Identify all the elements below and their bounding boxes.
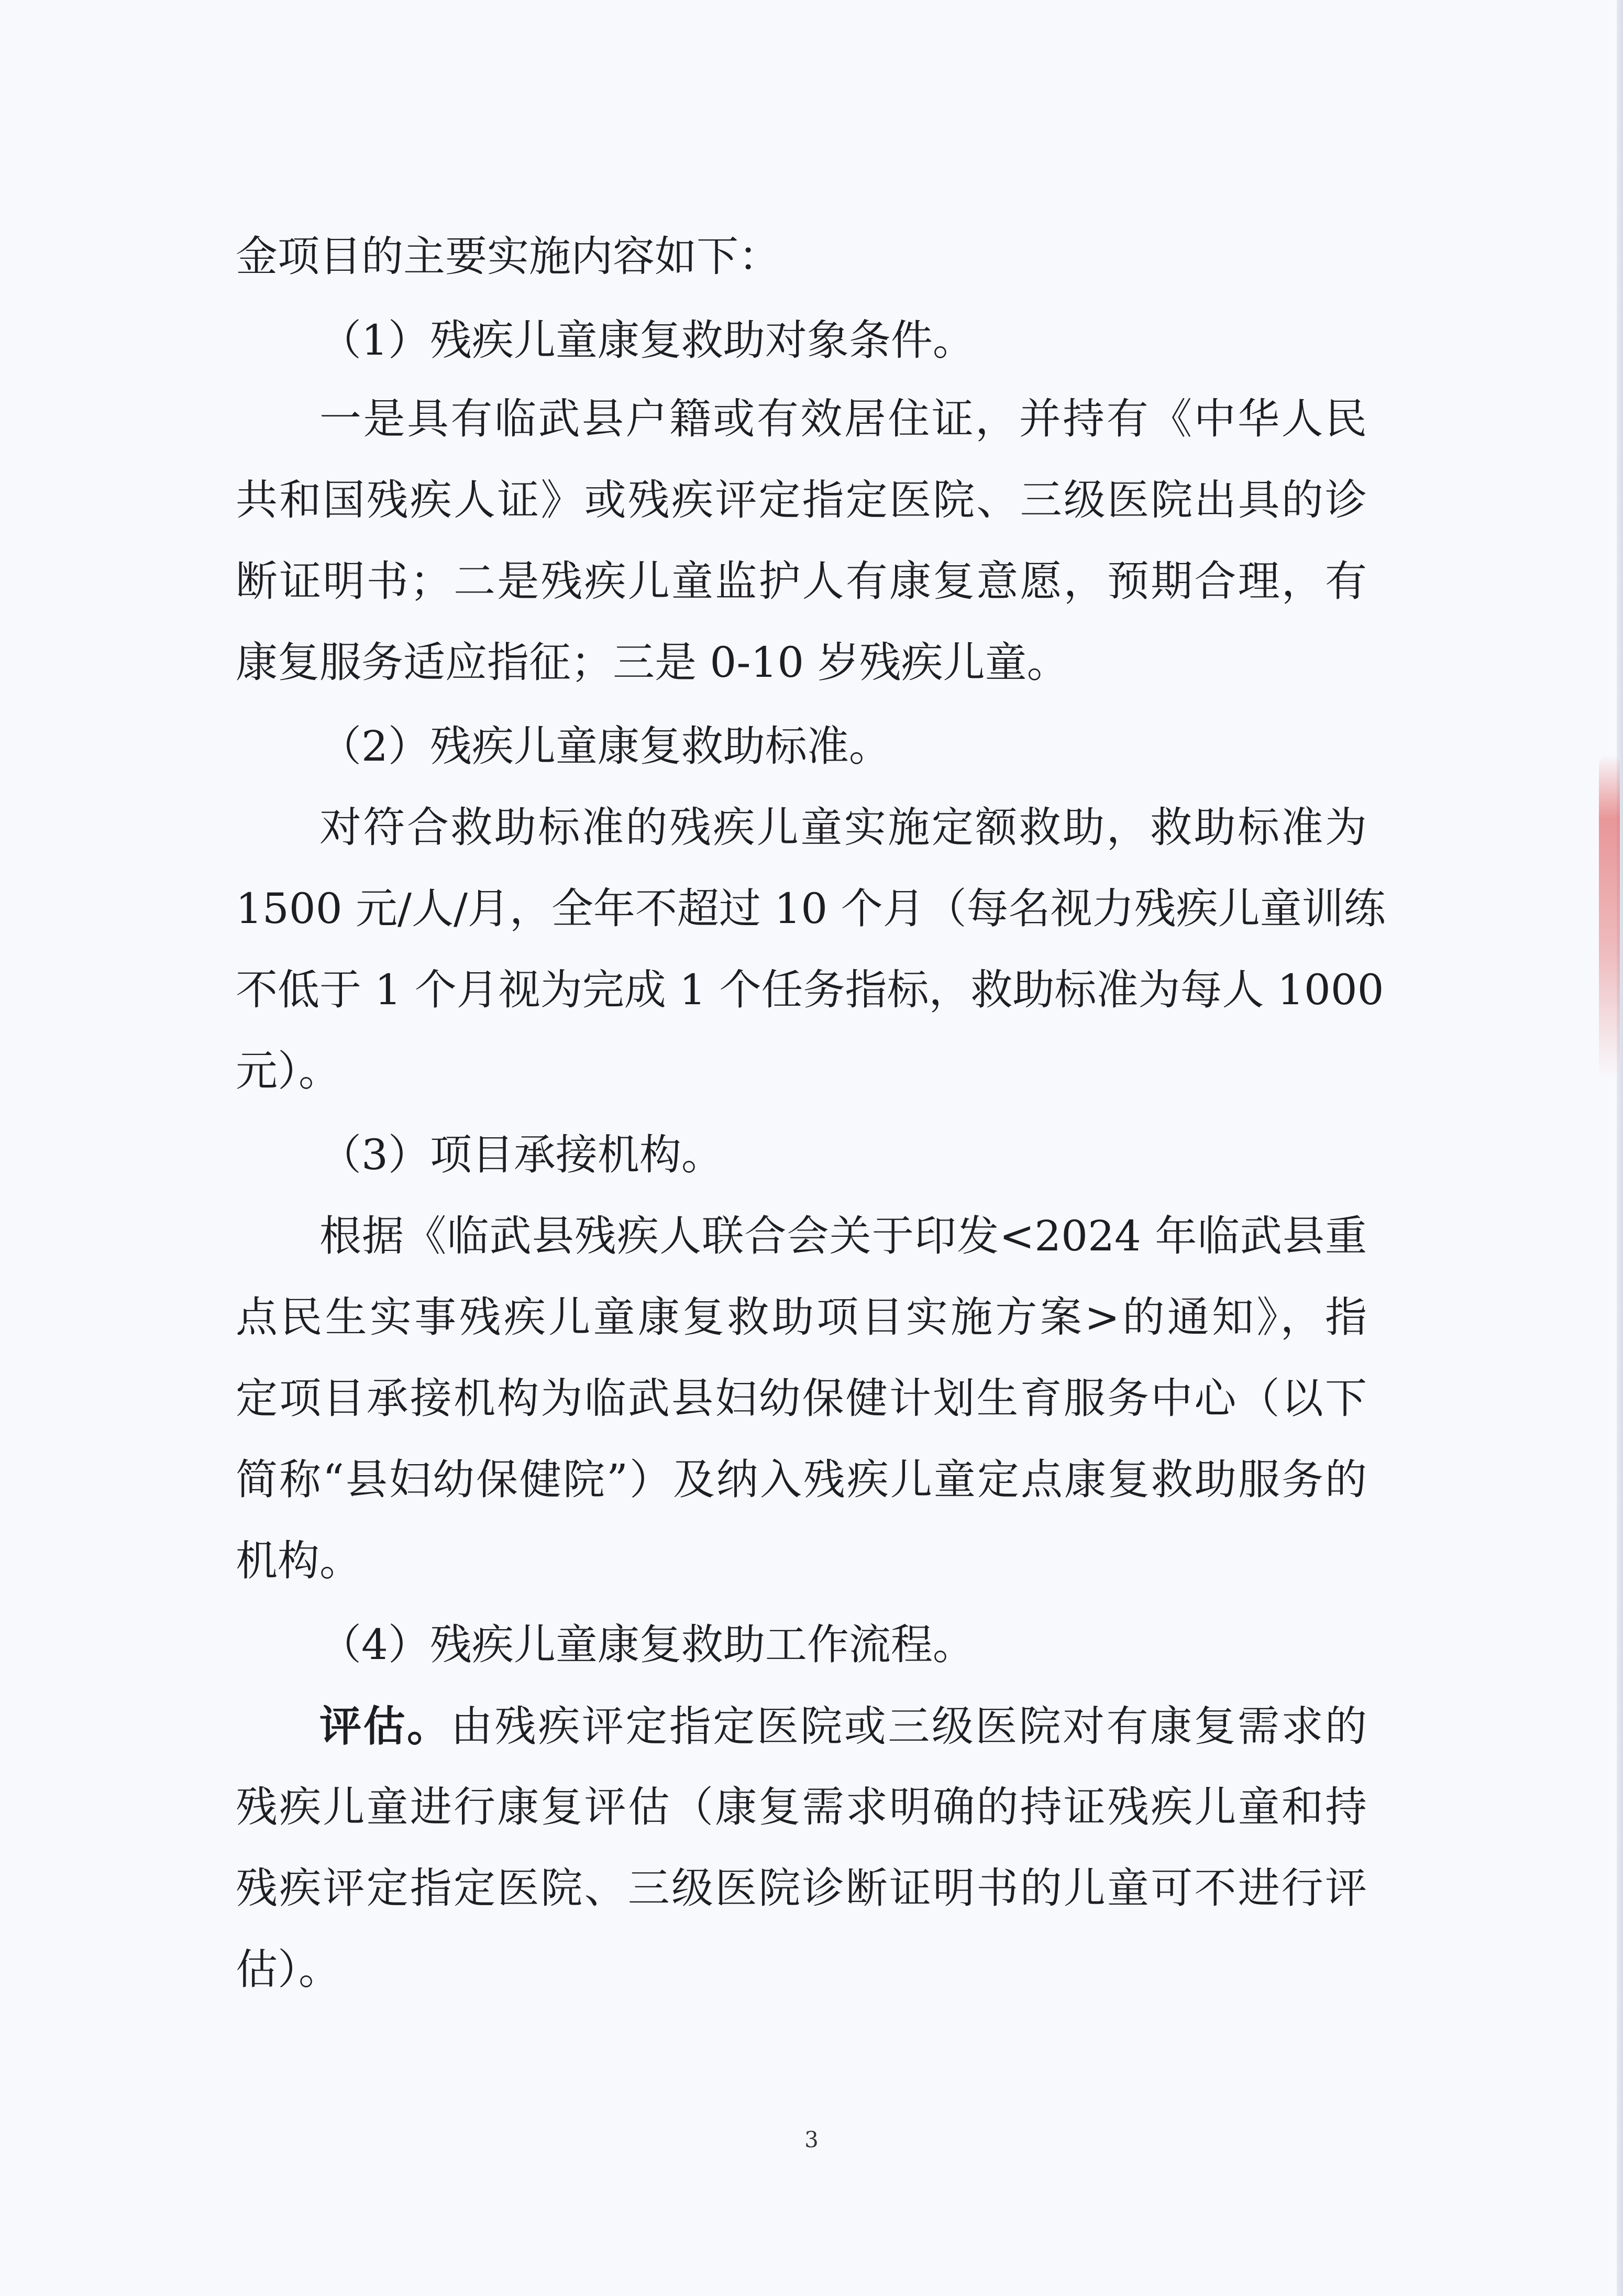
text-line: 机构。 [236,1536,361,1585]
text-line: 简称“县妇幼保健院”）及纳入残疾儿童定点康复救助服务的 [236,1455,1367,1504]
bold-lead: 评估。 [319,1701,451,1751]
text-line: 定项目承接机构为临武县妇幼保健计划生育服务中心（以下 [236,1374,1367,1423]
text-line: 元）。 [236,1047,340,1095]
text-line: 残疾儿童进行康复评估（康复需求明确的持证残疾儿童和持 [236,1783,1367,1831]
section-heading-1: （1）残疾儿童康复救助对象条件。 [319,316,975,365]
text-line-rest: 由残疾评定指定医院或三级医院对有康复需求的 [450,1702,1367,1751]
text-line: 康复服务适应指征；三是 0-10 岁残疾儿童。 [236,638,1069,687]
page-number: 3 [804,2127,819,2152]
text-line: 对符合救助标准的残疾儿童实施定额救助，救助标准为 [319,803,1367,852]
text-line: 共和国残疾人证》或残疾评定指定医院、三级医院出具的诊 [236,476,1367,524]
section-heading-3: （3）项目承接机构。 [319,1130,723,1179]
section-heading-2: （2）残疾儿童康复救助标准。 [319,722,891,771]
text-line: 1500 元/人/月，全年不超过 10 个月（每名视力残疾儿童训练 [236,884,1386,933]
text-line: 一是具有临武县户籍或有效居住证，并持有《中华人民 [319,394,1367,443]
text-line: 金项目的主要实施内容如下： [236,232,780,281]
scan-edge [1617,0,1623,2296]
section-heading-4: （4）残疾儿童康复救助工作流程。 [319,1620,975,1669]
text-line: 根据《临武县残疾人联合会关于印发<2024 年临武县重 [319,1212,1367,1260]
text-line [319,1695,1367,1757]
text-line: 点民生实事残疾儿童康复救助项目实施方案>的通知》，指 [236,1293,1367,1342]
seal-stamp-fragment [1599,754,1620,1079]
text-line: 不低于 1 个月视为完成 1 个任务指标，救助标准为每人 1000 [236,965,1384,1014]
text-line: 估）。 [236,1945,340,1994]
text-line: 残疾评定指定医院、三级医院诊断证明书的儿童可不进行评 [236,1864,1367,1913]
text-line: 断证明书；二是残疾儿童监护人有康复意愿，预期合理，有 [236,557,1367,606]
